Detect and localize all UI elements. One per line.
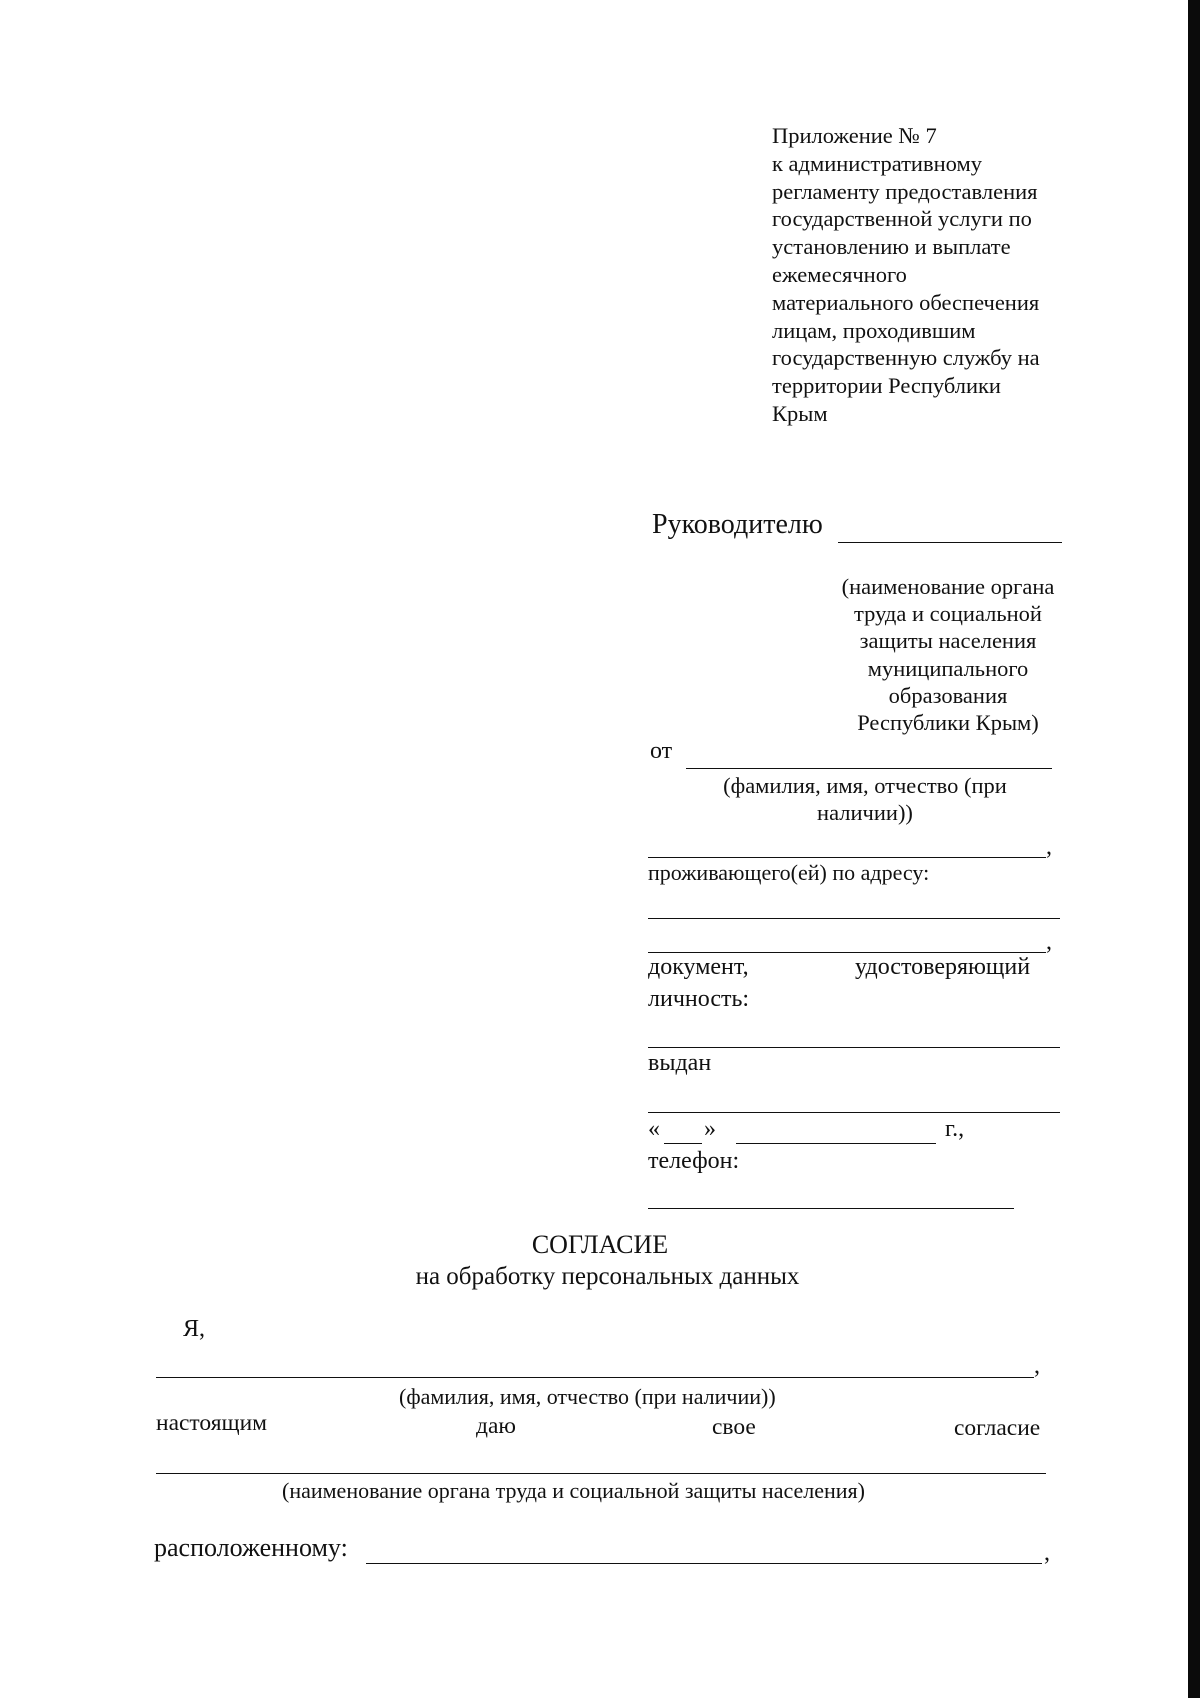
doc-label-left: документ,	[648, 954, 749, 980]
doc-label-right: удостоверяющий	[855, 954, 1031, 980]
body-org-caption: (наименование органа труда и социальной защиты населения)	[282, 1478, 865, 1503]
date-open-quote: «	[648, 1116, 660, 1142]
annex-line: материального обеспечения	[772, 289, 1040, 315]
fio-continuation-line	[648, 857, 1046, 858]
to-label: Руководителю	[652, 509, 823, 540]
annex-block	[772, 122, 1040, 428]
org-caption-line: Республики Крым)	[857, 710, 1039, 736]
to-org-blank-line	[838, 542, 1062, 543]
fio-caption-line: (фамилия, имя, отчество (при	[723, 773, 1007, 798]
annex-line: ежемесячного	[772, 261, 907, 287]
address-line-2	[648, 952, 1046, 953]
org-caption-line: труда и социальной	[854, 601, 1042, 627]
consent-word: даю	[476, 1413, 516, 1439]
address-label: проживающего(ей) по адресу:	[648, 860, 930, 885]
annex-line: регламенту предоставления	[772, 178, 1038, 204]
org-caption-line: защиты населения	[859, 628, 1037, 654]
org-caption-line: (наименование органа	[841, 574, 1055, 599]
doc-label-line2: личность:	[648, 986, 750, 1012]
phone-label: телефон:	[648, 1148, 740, 1174]
consent-word: свое	[712, 1414, 756, 1440]
fio-caption	[690, 772, 1040, 826]
page-edge-bar	[1188, 0, 1200, 1698]
document-subtitle: на обработку персональных данных	[415, 1263, 800, 1290]
consent-word: настоящим	[156, 1410, 268, 1436]
consent-word: согласие	[954, 1415, 1041, 1441]
from-label: от	[650, 738, 673, 764]
year-suffix: г.,	[945, 1116, 965, 1142]
annex-line: лицам, проходившим	[772, 317, 976, 343]
annex-line: территории Республики	[772, 373, 1001, 399]
comma: ,	[1046, 929, 1052, 955]
date-close-quote: »	[704, 1116, 716, 1142]
org-caption-line: образования	[888, 682, 1008, 708]
issued-label: выдан	[648, 1050, 712, 1076]
body-fio-line	[156, 1377, 1034, 1378]
annex-line: Приложение № 7	[772, 123, 937, 148]
org-caption-line: муниципального	[867, 655, 1029, 681]
date-day-line	[664, 1143, 702, 1144]
from-blank-line	[686, 768, 1052, 769]
comma: ,	[1034, 1353, 1040, 1379]
located-blank-line	[366, 1563, 1042, 1564]
comma: ,	[1044, 1540, 1050, 1566]
i-label: Я,	[183, 1316, 206, 1342]
annex-line: государственной услуги по	[772, 206, 1032, 232]
doc-blank-line	[648, 1047, 1060, 1048]
annex-line: установлению и выплате	[772, 234, 1011, 260]
body-fio-caption: (фамилия, имя, отчество (при наличии))	[399, 1384, 776, 1409]
address-line-1	[648, 918, 1060, 919]
located-label: расположенному:	[154, 1533, 348, 1562]
issued-blank-line	[648, 1112, 1060, 1113]
body-org-line	[156, 1473, 1046, 1474]
comma: ,	[1046, 834, 1052, 860]
annex-line: к административному	[772, 150, 982, 176]
fio-caption-line: наличии))	[817, 800, 913, 825]
org-caption	[830, 573, 1066, 736]
annex-line: государственную службу на	[772, 345, 1040, 371]
phone-blank-line	[648, 1208, 1014, 1209]
annex-line: Крым	[772, 400, 828, 426]
date-month-line	[736, 1143, 936, 1144]
document-title: СОГЛАСИЕ	[531, 1230, 669, 1259]
